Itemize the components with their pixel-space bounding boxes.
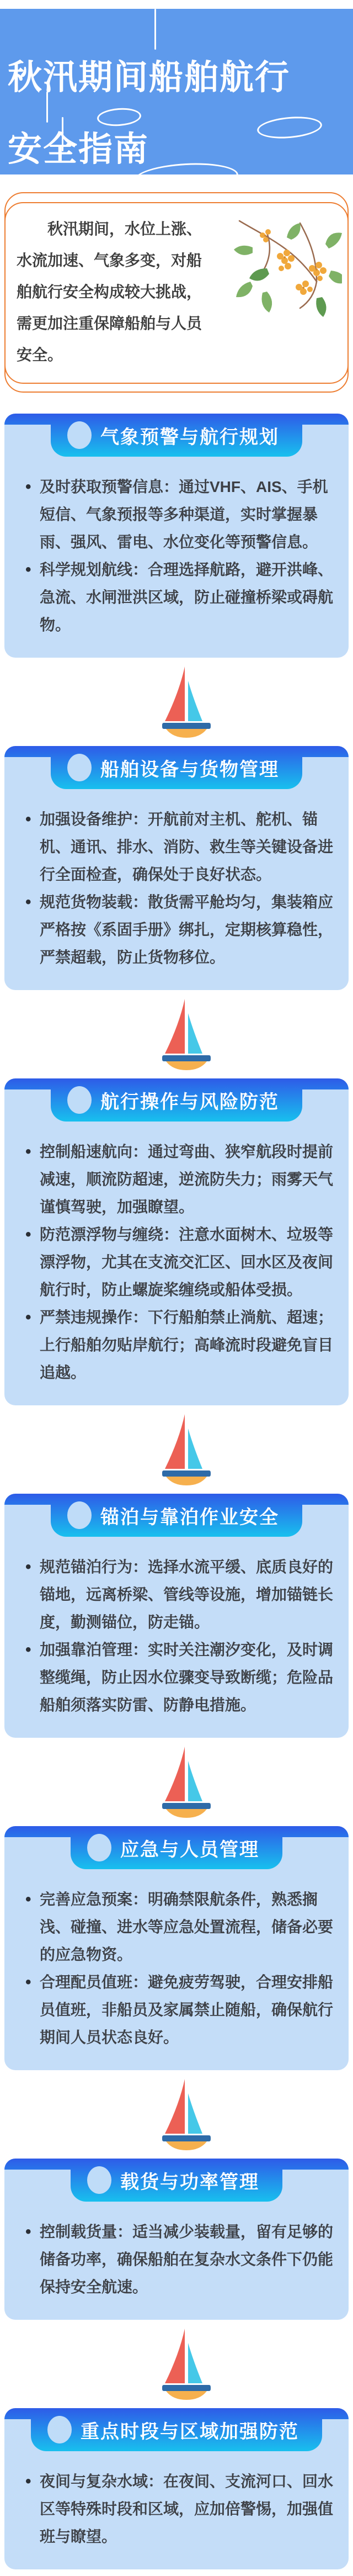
pill-circle-icon: [67, 421, 92, 449]
page-title: [8, 58, 291, 168]
bullet-item: • 规范锚泊行为：选择水流平缓、底质良好的锚地，远离桥梁、管线等设施，增加锚链长度，勤测锚位，防走锚。: [40, 1553, 335, 1636]
bullet-list: [4, 1869, 349, 2070]
pill-circle-icon: [67, 1501, 92, 1529]
section-header: [4, 414, 349, 457]
bullet-item: • 合理配员值班：避免疲劳驾驶，合理安排船员值班，非船员及家属禁止随船，确保航行期间人员状态良好。: [40, 1969, 335, 2051]
section-header: [4, 1826, 349, 1869]
section-navigation-risk: [4, 1078, 349, 1405]
section-title-pill: [51, 414, 302, 457]
spacer: [0, 2569, 353, 2576]
intro-text: 秋汛期间，水位上涨、水流加速、气象多变，对船舶航行安全构成较大挑战，需更加注重保障船舶与人员安全。: [17, 220, 202, 363]
divider: [0, 2070, 353, 2159]
section-key-periods-areas: [4, 2408, 349, 2569]
osmanthus-flower-illustration: [215, 213, 342, 320]
bullet-item: • 规范货物装载：散货需平舱均匀，集装箱应严格按《系固手册》绑扎，定期核算稳性，严禁超载，防止货物移位。: [40, 888, 335, 971]
sailboat-icon: [158, 2328, 215, 2400]
section-title-pill: [51, 1494, 302, 1537]
divider: [0, 1405, 353, 1494]
sailboat-icon: [158, 665, 215, 738]
section-anchoring-berthing: [4, 1494, 349, 1738]
sailboat-icon: [158, 1745, 215, 1818]
bullet-list: [4, 2451, 349, 2569]
section-header: [4, 1494, 349, 1537]
pill-circle-icon: [67, 1086, 92, 1114]
section-header: [4, 2159, 349, 2202]
page-title-line1: 秋汛期间船舶航行: [8, 58, 291, 97]
divider: [0, 1738, 353, 1826]
section-weather-warning: [4, 414, 349, 658]
bullet-item: • 严禁违规操作：下行船舶禁止淌航、超速；上行船舶勿贴岸航行；高峰流时段避免盲目追越。: [40, 1304, 335, 1387]
decorative-line: [154, 9, 156, 50]
bullet-list: [4, 1122, 349, 1405]
divider: [0, 990, 353, 1078]
bullet-item: • 控制载货量：适当减少装载量，留有足够的储备功率，确保船舶在复杂水文条件下仍能保持安全航速。: [40, 2218, 335, 2301]
divider: [0, 2320, 353, 2408]
section-cargo-power: [4, 2159, 349, 2320]
section-title: 应急与人员管理: [120, 1839, 259, 1860]
section-title: 船舶设备与货物管理: [100, 759, 279, 780]
bullet-item: • 加强靠泊管理：实时关注潮汐变化，及时调整缆绳，防止因水位骤变导致断缆；危险品船舶须落实防雷、防静电措施。: [40, 1636, 335, 1719]
section-header: [4, 1078, 349, 1122]
section-title: 锚泊与靠泊作业安全: [100, 1506, 279, 1528]
sailboat-icon: [158, 2078, 215, 2151]
bullet-list: [4, 789, 349, 990]
section-title-pill: [31, 2408, 322, 2451]
section-emergency-personnel: [4, 1826, 349, 2070]
bullet-list: [4, 457, 349, 658]
section-title: 载货与功率管理: [120, 2171, 259, 2193]
section-title: 航行操作与风险防范: [100, 1091, 279, 1113]
bullet-item: • 夜间与复杂水域：在夜间、支流河口、回水区等特殊时段和区域，应加倍警惕，加强值班与瞭望。: [40, 2468, 335, 2551]
bullet-item: • 科学规划航线：合理选择航路，避开洪峰、急流、水闸泄洪区域，防止碰撞桥梁或碍航物。: [40, 556, 335, 639]
sailboat-icon: [158, 998, 215, 1071]
pill-circle-icon: [67, 754, 92, 781]
bullet-item: • 及时获取预警信息：通过VHF、AIS、手机短信、气象预报等多种渠道，实时掌握暴雨、强风、雷电、水位变化等预警信息。: [40, 473, 335, 556]
sailboat-icon: [158, 1413, 215, 1486]
bullet-list: [4, 2202, 349, 2320]
pill-circle-icon: [87, 2166, 111, 2194]
bullet-list: [4, 1537, 349, 1738]
section-title-pill: [71, 2159, 282, 2202]
section-title: 气象预警与航行规划: [100, 426, 279, 448]
section-title-pill: [51, 746, 302, 789]
section-header: [4, 746, 349, 789]
pill-circle-icon: [87, 1834, 111, 1861]
section-equipment-cargo: [4, 746, 349, 990]
section-title: 重点时段与区域加强防范: [81, 2421, 299, 2442]
bullet-item: • 控制船速航向：通过弯曲、狭窄航段时提前减速，顺流防超速，逆流防失力；雨雾天气谨慎驾驶，加强瞭望。: [40, 1138, 335, 1221]
bullet-item: • 加强设备维护：开航前对主机、舵机、锚机、通讯、排水、消防、救生等关键设备进行全面检查，确保处于良好状态。: [40, 806, 335, 888]
section-title-pill: [71, 1826, 282, 1869]
bullet-item: • 防范漂浮物与缠绕：注意水面树木、垃圾等漂浮物，尤其在支流交汇区、回水区及夜间航行时，防止螺旋桨缠绕或船体受损。: [40, 1221, 335, 1304]
hero-header: [0, 9, 353, 174]
bullet-item: • 完善应急预案：明确禁限航条件，熟悉搁浅、碰撞、进水等应急处置流程，储备必要的应急物资。: [40, 1886, 335, 1969]
intro-card: [4, 202, 349, 384]
page-title-line2: 安全指南: [8, 130, 149, 168]
intro-card-front-layer: [4, 202, 349, 384]
divider: [0, 658, 353, 746]
pill-circle-icon: [47, 2416, 72, 2443]
section-title-pill: [51, 1078, 302, 1122]
section-header: [4, 2408, 349, 2451]
